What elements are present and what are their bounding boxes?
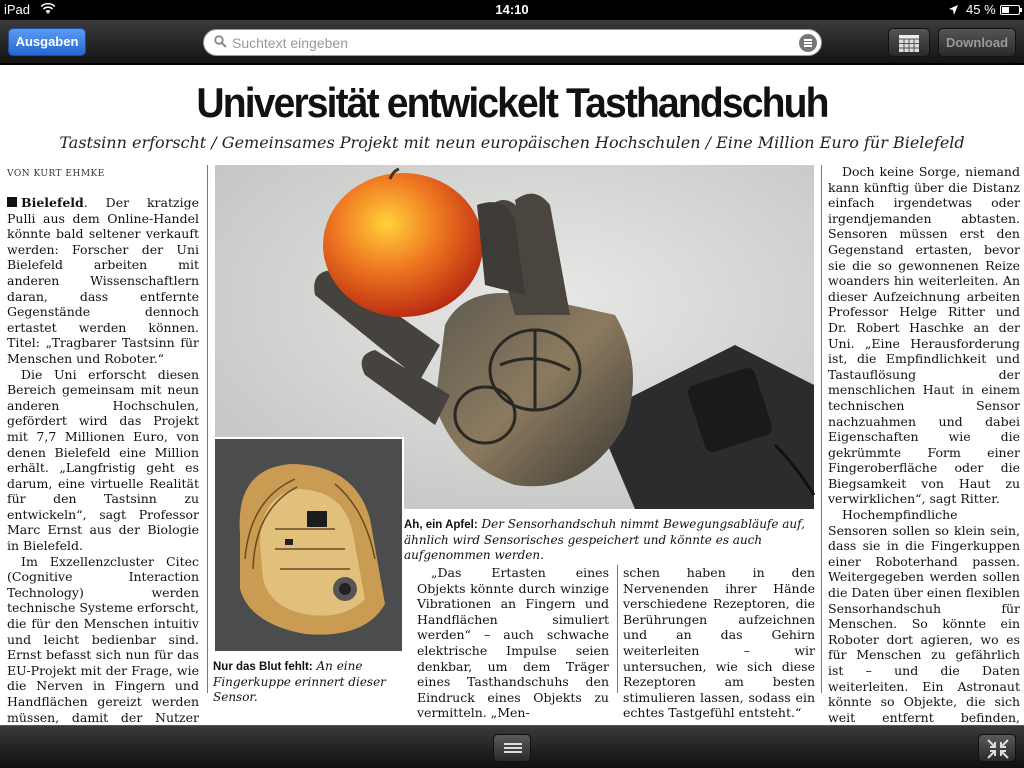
newspaper-page[interactable]: [0, 65, 1024, 725]
photo-fingertip-sensor: [213, 437, 404, 653]
download-button[interactable]: Download: [938, 28, 1016, 57]
battery-icon: [1000, 5, 1020, 15]
photo-caption-main: [404, 517, 816, 563]
column-divider: [617, 565, 618, 693]
top-toolbar: [0, 20, 1024, 64]
article-column-4: [828, 164, 1020, 757]
status-bar: [0, 0, 1024, 20]
paragraph: Im Exzellenzcluster Citec (Cognitive Interaction Technology) werden technische Systeme erforscht, die für den Menschen intuitiv und leicht bedienbar sind. Ernst befasst sich nun für das EU-Projekt mit der Frage, wie die Nerven in Fingern und Handflächen gereizt werden müssen, damit der Nutzer: [7, 553, 200, 725]
article-column-2: [417, 565, 609, 721]
column-divider: [821, 165, 822, 693]
battery-percent: 45 %: [966, 2, 996, 17]
caption-text: Der Sensorhandschuh nimmt Bewegungsabläufe auf, ähnlich wird Sensorisches gespeichert und könnte es auch aufgenommen werden.: [404, 517, 805, 562]
bottom-toolbar: [0, 725, 1024, 768]
paragraph: [7, 195, 199, 367]
article-column-3: [623, 565, 815, 721]
caption-label: Ah, ein Apfel:: [404, 519, 478, 531]
caption-text: An eine Fingerkuppe erinnert dieser Sensor.: [213, 659, 386, 704]
clock: 14:10: [495, 2, 529, 17]
paragraph: schen haben in den Nervenenden ihrer Hände verschiedene Rezeptoren, die Berührungen aufzeichnen und an das Gehirn weiterleiten – wir untersuchen, wie sich diese Rezeptoren am besten stimulieren lassen, sodass ein echtes Tastgefühl entsteht.“: [623, 565, 815, 721]
calendar-icon: [898, 33, 920, 53]
location-arrow-icon: [948, 4, 959, 16]
dateline: Bielefeld: [21, 195, 84, 210]
byline: VON KURT EHMKE: [7, 169, 105, 179]
article-column-1: [7, 195, 199, 756]
paragraph: Die Uni erforscht diesen Bereich gemeinsam mit neun anderen Hochschulen, gefördert wird das Projekt mit 7,7 Millionen Euro, von denen Bielefeld eine Million erhält. „Langfristig geht es darum, eine virtuelle Realität für den Tastsinn zu entwickeln“, sagt Professor Marc Ernst aus der Biologie in Bielefeld.: [7, 366, 199, 554]
battery-level-fill: [1002, 7, 1009, 13]
search-input[interactable]: [232, 33, 792, 53]
column-divider: [207, 165, 208, 693]
calendar-button[interactable]: [888, 28, 930, 57]
article-subheadline: Tastsinn erforscht / Gemeinsames Projekt mit neun europäischen Hochschulen / Eine Million Euro für Bielefeld: [59, 133, 965, 152]
battery-tip: [1020, 8, 1022, 12]
exit-fullscreen-icon: [986, 738, 1010, 760]
paragraph: Doch keine Sorge, niemand kann künftig über die Distanz einfach irgendetwas oder irgendjemanden abtasten. Sensoren müssen erst den Gegenstand ertasten, bevor sie die so gewonnenen Reize woanders hin weiterleiten. An dieser Aufzeichnung arbeiten Professor Helge Ritter und Dr. Robert Haschke an der Uni. „Eine Herausforderung ist, die Empfindlichkeit und Tastauflösung der menschlichen Haut in einem technischen Sensor nachzuahmen und dabei Eigenschaften wie die gekrümmte Form einer Fingeroberfläche oder die Biegsamkeit von Haut zu verwirklichen“, sagt Ritter.: [828, 164, 1020, 507]
page-list-button[interactable]: [493, 734, 531, 762]
paragraph: „Das Ertasten eines Objekts könnte durch winzige Vibrationen an Fingern und Handflächen simuliert werden“ – auch schwache elektrische Impulse seien denkbar, um dem Träger eines Tasthandschuhs den Eindruck eines Objekts zu vermitteln. „Men-: [417, 565, 609, 721]
photo-caption-small: [213, 659, 409, 705]
search-bar[interactable]: [203, 29, 822, 56]
section-marker-icon: [7, 197, 17, 207]
article-headline: Universität entwickelt Tasthandschuh: [196, 79, 828, 126]
exit-fullscreen-button[interactable]: [978, 734, 1016, 762]
sensor-illustration: [215, 439, 402, 651]
menu-icon[interactable]: [799, 34, 817, 52]
editions-button[interactable]: Ausgaben: [8, 28, 86, 56]
paragraph: Hochempfindliche Sensoren sollen so klein sein, dass sie in die Fingerkuppen einer Roboterhand passen. Weitergegeben werden sollen die Daten über einen flexiblen Sensorhandschuh für Menschen. So könnte ein Roboter dort agieren, wo es für Menschen zu gefährlich ist – und die Daten weiterleiten. Ein Astronaut könnte so Objekte, die sich weit entfernt befinden,: [828, 507, 1020, 725]
paragraph-text: . Der kratzige Pulli aus dem Online-Handel könnte bald seltener verkauft werden: Forscher der Uni Bielefeld arbeiten mit anderen Wissenschaftlern daran, dass entfernte Gegenstände dennoch ertastet werden können. Titel: „Tragbarer Tastsinn für Menschen und Roboter.“: [7, 195, 199, 366]
carrier-label: iPad: [4, 2, 31, 17]
search-icon: [214, 35, 227, 48]
caption-label: Nur das Blut fehlt:: [213, 661, 313, 673]
